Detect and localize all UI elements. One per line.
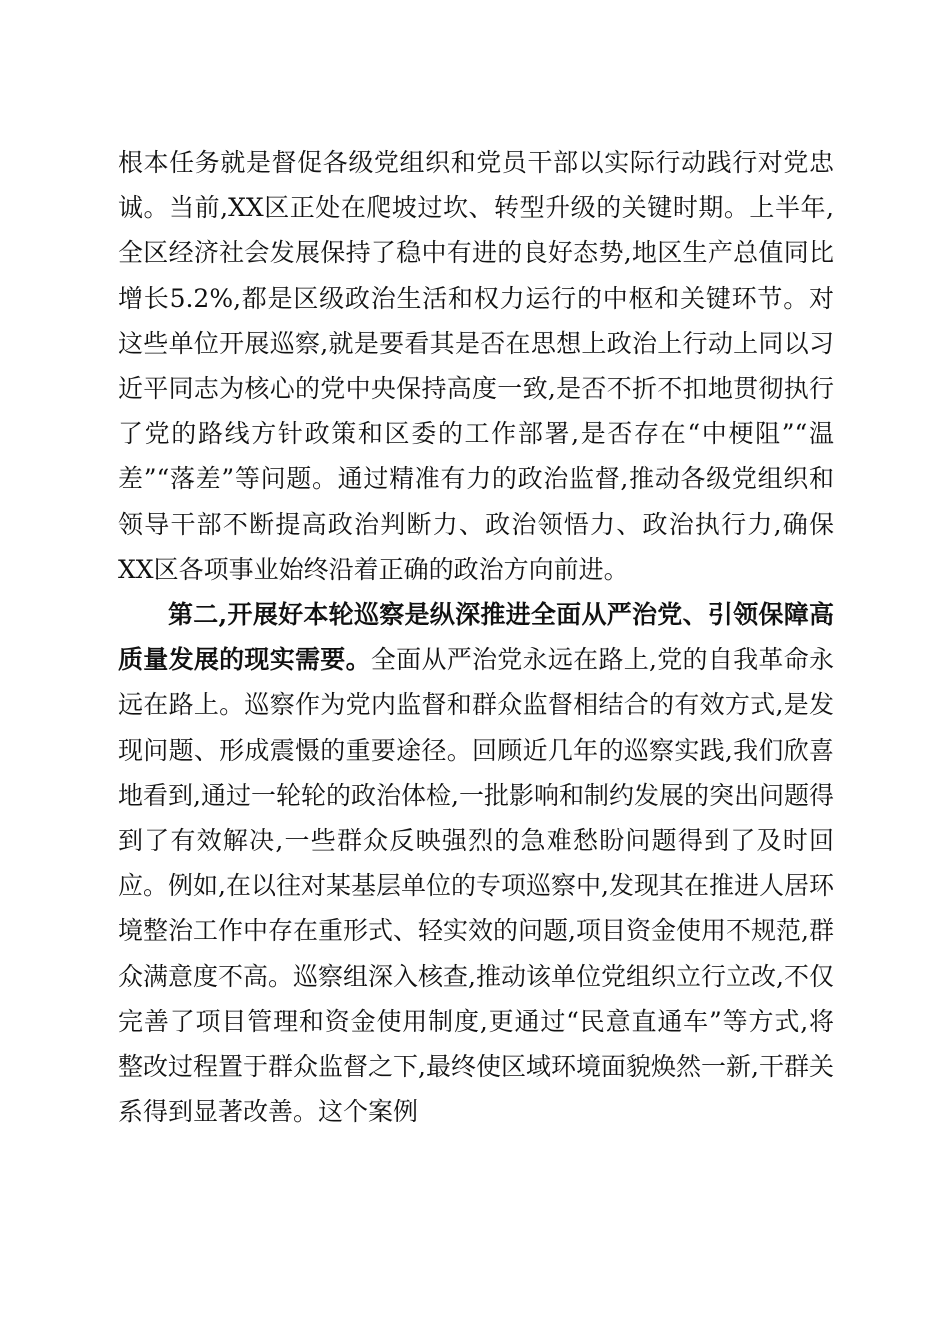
paragraph-1-text: 根本任务就是督促各级党组织和党员干部以实际行动践行对党忠诚。当前,XX区正处在爬坡过坎、转型升级的关键时期。上半年,全区经济社会发展保持了稳中有进的良好态势,地区生产总值同比增长5.2%,都是区级政治生活和权力运行的中枢和关键环节。对这些单位开展巡察,就是要看其是否在思想上政治上行动上同以习近平同志为核心的党中央保持高度一致,是否不折不扣地贯彻执行了党的路线方针政策和区委的工作部署,是否存在“中梗阻”“温差”“落差”等问题。通过精准有力的政治监督,推动各级党组织和领导干部不断提高政治判断力、政治领悟力、政治执行力,确保XX区各项事业始终沿着正确的政治方向前进。 bbox=[118, 148, 834, 584]
paragraph-2-text: 全面从严治党永远在路上,党的自我革命永远在路上。巡察作为党内监督和群众监督相结合的有效方式,是发现问题、形成震慑的重要途径。回顾近几年的巡察实践,我们欣喜地看到,通过一轮轮的政治体检,一批影响和制约发展的突出问题得到了有效解决,一些群众反映强烈的急难愁盼问题得到了及时回应。例如,在以往对某基层单位的专项巡察中,发现其在推进人居环境整治工作中存在重形式、轻实效的问题,项目资金使用不规范,群众满意度不高。巡察组深入核查,推动该单位党组织立行立改,不仅完善了项目管理和资金使用制度,更通过“民意直通车”等方式,将整改过程置于群众监督之下,最终使区域环境面貌焕然一新,干群关系得到显著改善。这个案例 bbox=[118, 645, 834, 1127]
paragraph-second-point bbox=[118, 592, 834, 1134]
paragraph-2-lead-sentence: 第二,开展好本轮巡察是纵深推进全面从严治党、引领保障高质量发展的现实需要。 bbox=[118, 600, 834, 675]
document-body bbox=[118, 140, 834, 1134]
paragraph-continued bbox=[118, 140, 834, 592]
